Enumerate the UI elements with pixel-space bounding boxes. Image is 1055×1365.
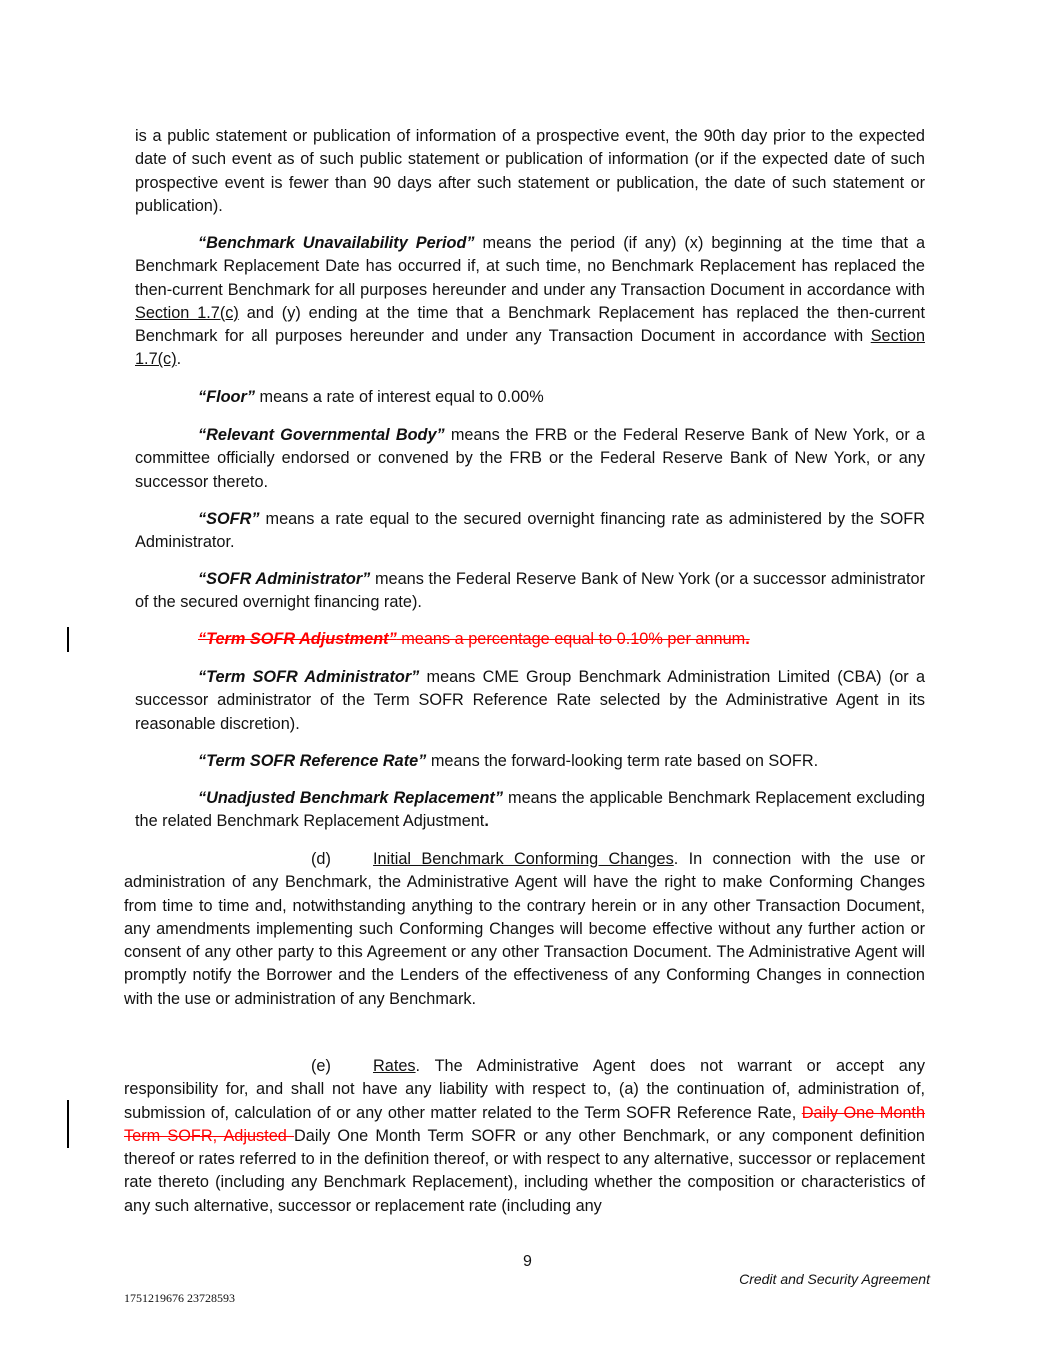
definition-sofr: [135, 508, 925, 555]
section-heading: Rates: [373, 1057, 416, 1075]
definition-text: means the applicable Benchmark Replacement excluding the related Benchmark Replacement Adjustment: [135, 789, 925, 831]
section-label: (e): [311, 1057, 331, 1075]
definition-text: means CME Group Benchmark Administration Limited (CBA) (or a successor administrator of the Term SOFR Reference Rate selected by the Administrative Agent in its reasonable discretion).: [135, 668, 925, 733]
definition-term-sofr-reference-rate: [135, 750, 925, 773]
deleted-defined-term: “Term SOFR Adjustment”: [198, 630, 397, 648]
definition-sofr-administrator: [135, 568, 925, 615]
definition-text: means the Federal Reserve Bank of New York (or a successor administrator of the secured overnight financing rate).: [135, 570, 926, 612]
section-e: [124, 1055, 925, 1218]
deleted-text: Daily One Month Term SOFR, Adjusted: [124, 1103, 926, 1145]
definition-text: means the forward-looking term rate based on SOFR.: [426, 752, 819, 770]
definition-term-sofr-adjustment-deleted: [135, 628, 925, 651]
defined-term: “SOFR Administrator”: [198, 570, 371, 588]
defined-term: “SOFR”: [198, 510, 260, 528]
definition-text: means the FRB or the Federal Reserve Bank of New York, or a committee officially endorsed or convened by the FRB or the Federal Reserve Bank of New York, or any successor thereto.: [135, 426, 925, 491]
section-label: (d): [311, 850, 331, 868]
definition-text: means the period (if any) (x) beginning at the time that a Benchmark Replacement Date has occurred if, at such time, no Benchmark Replacement has replaced the then-current Benchmark for all purposes hereunder and under any Transaction Document in accordance with: [135, 234, 926, 299]
definition-term-sofr-administrator: [135, 666, 925, 736]
defined-term: “Term SOFR Reference Rate”: [198, 752, 427, 770]
defined-term: “Relevant Governmental Body”: [198, 426, 445, 444]
change-bar: [67, 627, 69, 652]
section-text: . In connection with the use or administration of any Benchmark, the Administrative Agent will have the right to make Conforming Changes from time to time and, notwithstanding anything to the contrary herein or in any other Transaction Document, any amendments implementing such Conforming Changes will become effective without any further action or consent of any other party to this Agreement or any other Transaction Document. The Administrative Agent will promptly notify the Borrower and the Lenders of the effectiveness of any Conforming Changes in connection with the use or administration of any Benchmark.: [124, 850, 925, 1008]
defined-term: “Unadjusted Benchmark Replacement”: [198, 789, 503, 807]
definition-text: .: [484, 812, 489, 831]
definition-text: means a rate equal to the secured overnight financing rate as administered by the SOFR Administrator.: [135, 510, 925, 552]
definition-text: and (y) ending at the time that a Benchmark Replacement has replaced the then-current Benchmark for all purposes hereunder and under any Transaction Document in accordance with: [135, 303, 925, 346]
document-id: 1751219676 23728593: [124, 1291, 235, 1305]
defined-term: “Benchmark Unavailability Period”: [198, 234, 475, 252]
definition-text: means a rate of interest equal to 0.00%: [254, 388, 544, 406]
section-reference: Section 1.7(c): [135, 303, 239, 322]
page-number: 9: [523, 1253, 532, 1270]
definition-relevant-governmental-body: [135, 424, 925, 494]
deleted-text: means a percentage equal to 0.10% per annum: [396, 630, 746, 648]
paragraph-continuation: [135, 125, 925, 218]
definition-benchmark-unavailability-period: [135, 232, 925, 372]
section-text: . The Administrative Agent does not warrant or accept any responsibility for, and shall not have any liability with respect to, (a) the continuation of, administration of, submission of, calculation of or any other matter related to the Term SOFR Reference Rate,: [124, 1057, 925, 1122]
section-heading: Initial Benchmark Conforming Changes: [373, 850, 674, 868]
defined-term: “Floor”: [198, 388, 255, 406]
definition-unadjusted-benchmark-replacement: [135, 787, 925, 834]
change-bar: [67, 1100, 69, 1148]
definition-text: .: [176, 350, 182, 369]
definition-floor: [135, 386, 925, 409]
section-d: [124, 848, 925, 1011]
deleted-text: .: [745, 630, 750, 648]
section-text: Daily One Month Term SOFR or any other Benchmark, or any component definition thereof or rates referred to in the definition thereof, or with respect to any alternative, successor or replacement rate thereto (including any Benchmark Replacement), including whether the composition or characteristics of any such alternative, successor or replacement rate (including any: [124, 1126, 925, 1215]
section-reference: Section 1.7(c): [135, 327, 925, 369]
footer-document-title: Credit and Security Agreement: [739, 1271, 930, 1287]
paragraph-text: is a public statement or publication of information of a prospective event, the 90th day prior to the expected date of such event as of such public statement or publication of information (or if the expected date of such prospective event is fewer than 90 days after such statement or publication, the date of such statement or publication).: [135, 127, 925, 215]
defined-term: “Term SOFR Administrator”: [198, 668, 420, 686]
